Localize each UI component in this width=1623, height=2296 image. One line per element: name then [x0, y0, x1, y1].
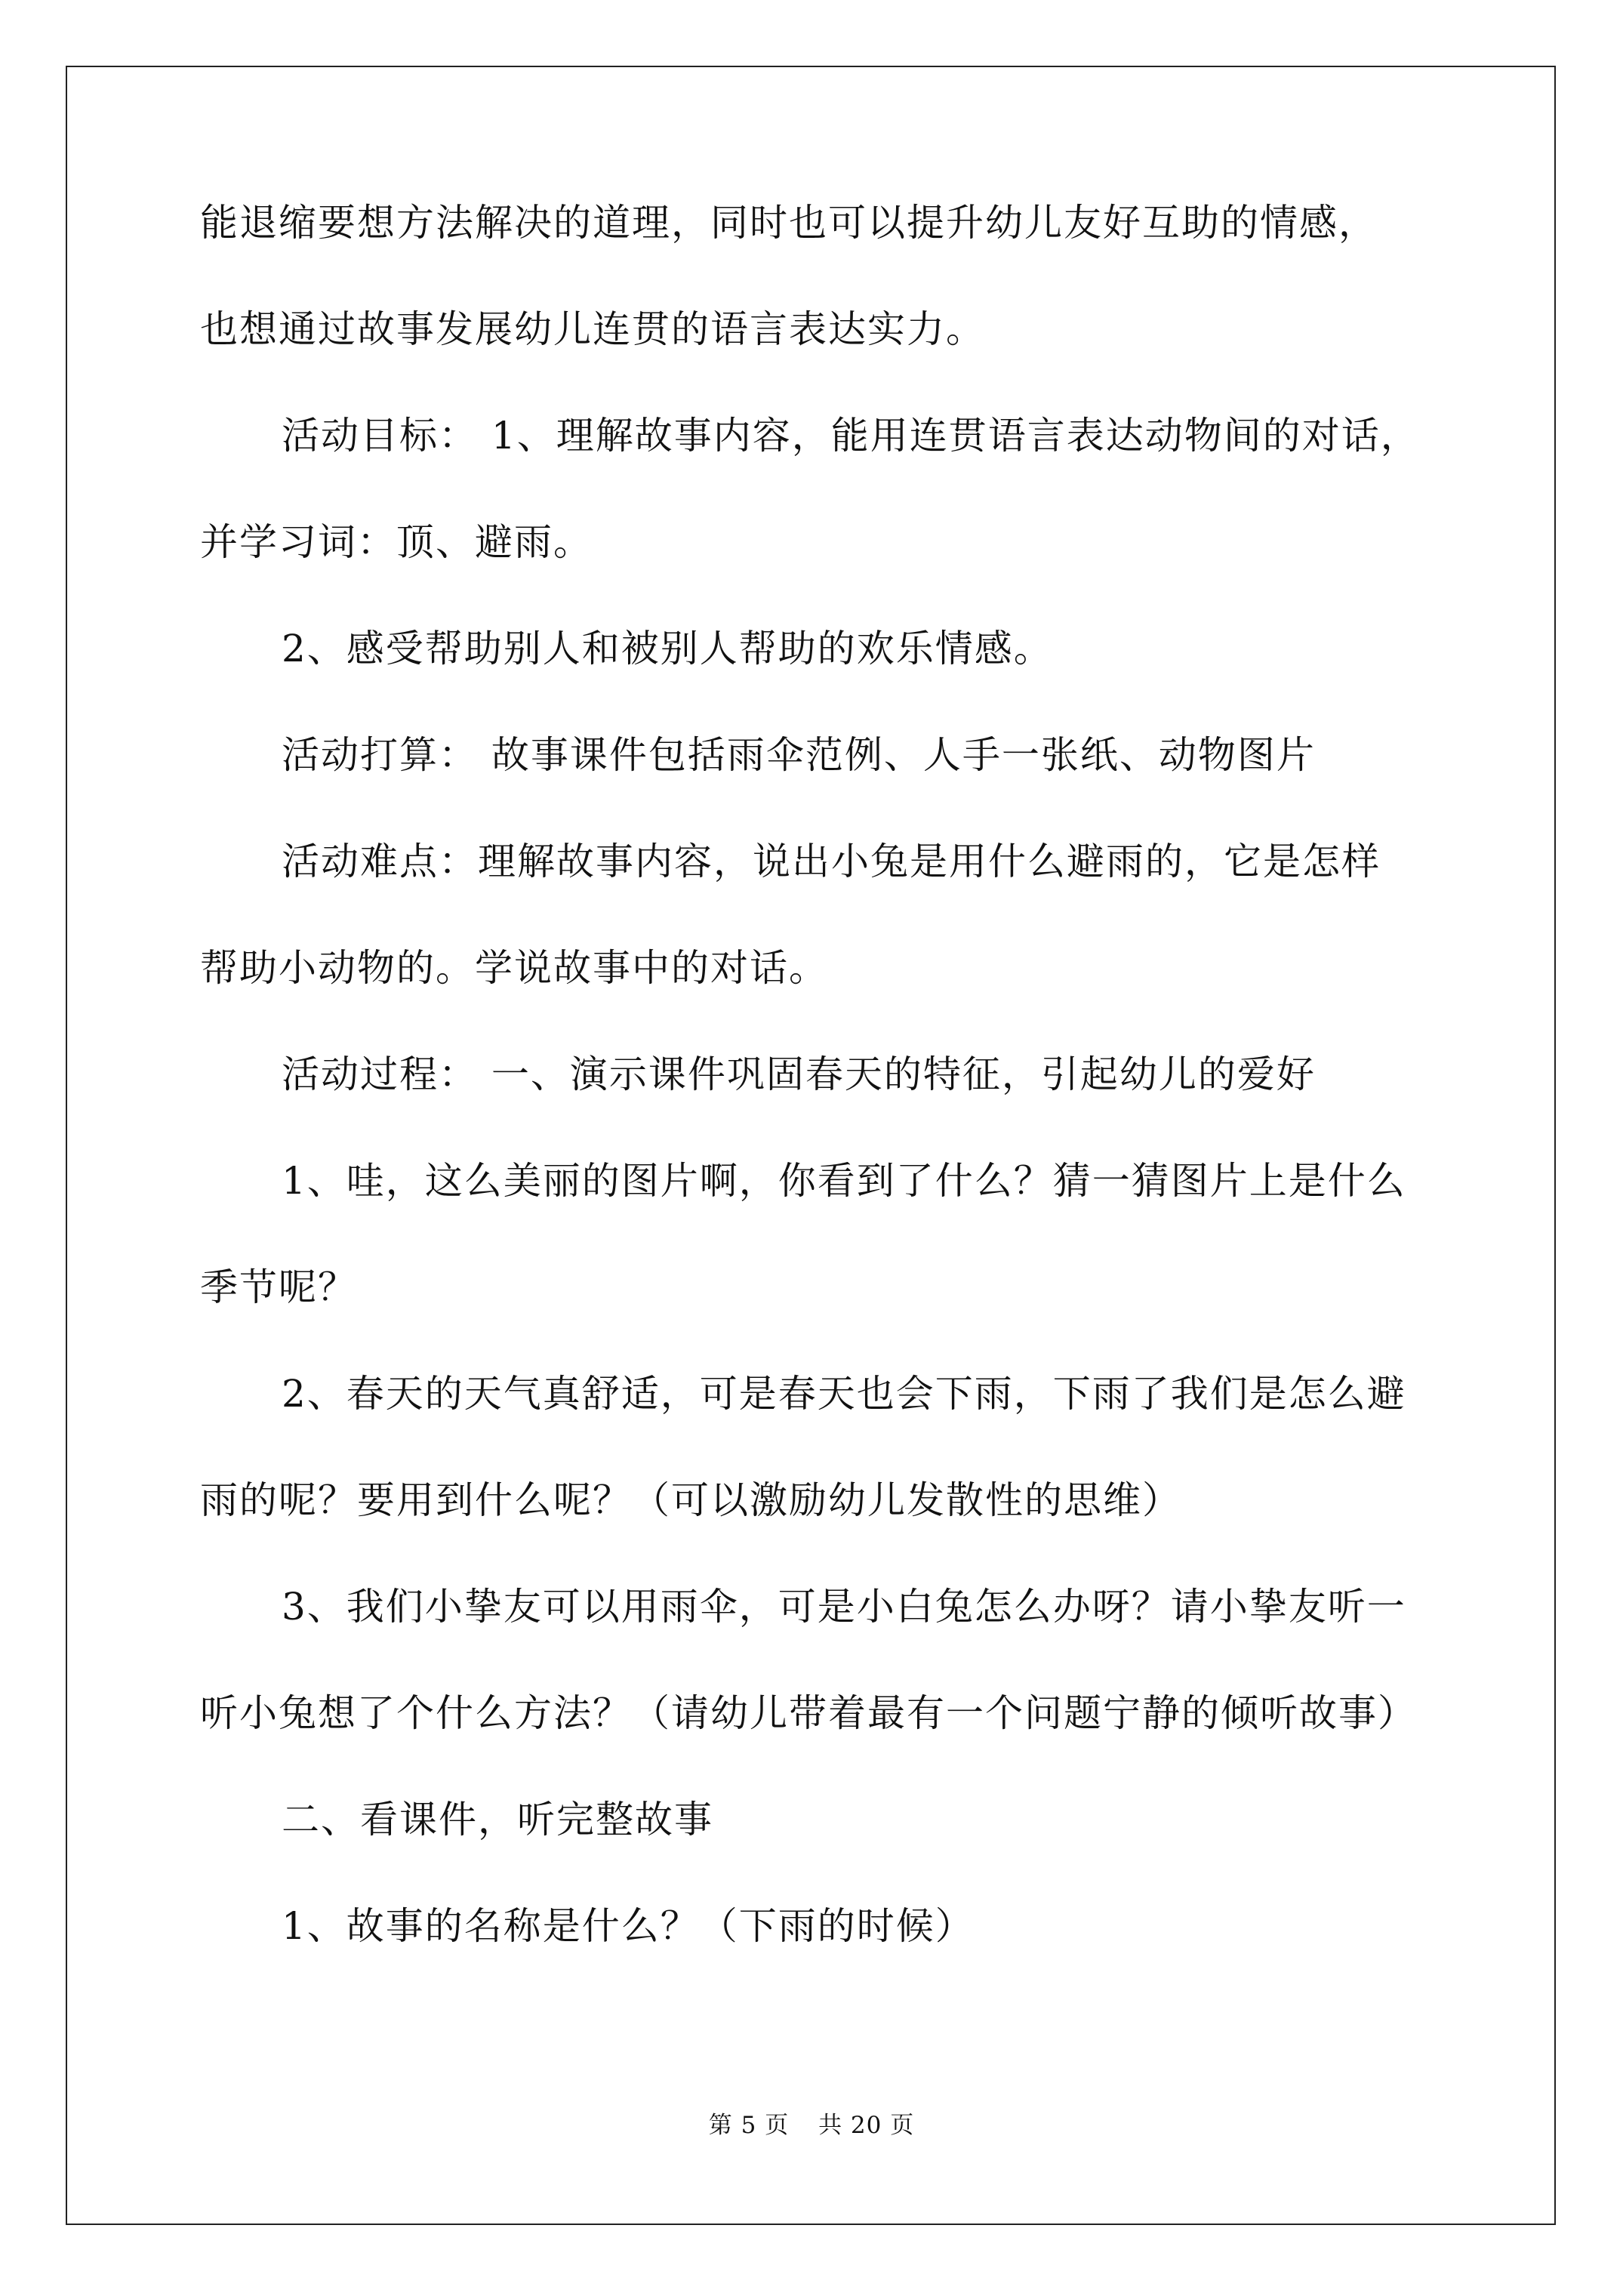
paragraph-line: 能退缩要想方法解决的道理，同时也可以提升幼儿友好互助的情感，	[200, 201, 1378, 245]
paragraph-line: 帮助小动物的。学说故事中的对话。	[200, 946, 828, 990]
paragraph-line: 1、哇，这么美丽的图片啊，你看到了什么？猜一猜图片上是什么	[282, 1159, 1406, 1203]
paragraph-line: 二、看课件，听完整故事	[282, 1798, 713, 1841]
paragraph-line: 1、故事的名称是什么？（下雨的时候）	[282, 1904, 975, 1948]
page-number: 第 5 页	[708, 2112, 790, 2139]
paragraph-line: 2、感受帮助别人和被别人帮助的欢乐情感。	[282, 627, 1053, 670]
paragraph-line: 听小兔想了个什么方法？（请幼儿带着最有一个问题宁静的倾听故事）	[200, 1691, 1417, 1735]
paragraph-line: 2、春天的天气真舒适，可是春天也会下雨，下雨了我们是怎么避	[282, 1372, 1406, 1416]
paragraph-line: 雨的呢？要用到什么呢？（可以激励幼儿发散性的思维）	[200, 1478, 1181, 1522]
paragraph-line: 3、我们小挚友可以用雨伞，可是小白兔怎么办呀？请小挚友听一	[282, 1585, 1406, 1629]
paragraph-line: 活动过程： 一、演示课件巩固春天的特征，引起幼儿的爱好	[282, 1052, 1316, 1096]
paragraph-line: 活动目标： 1、理解故事内容，能用连贯语言表达动物间的对话，	[282, 414, 1420, 458]
paragraph-line: 活动打算： 故事课件包括雨伞范例、人手一张纸、动物图片	[282, 733, 1316, 777]
paragraph-line: 并学习词：顶、避雨。	[200, 520, 593, 564]
page-total: 共 20 页	[818, 2112, 915, 2139]
paragraph-line: 活动难点：理解故事内容，说出小兔是用什么避雨的，它是怎样	[282, 840, 1381, 883]
page-footer	[0, 2110, 1623, 2140]
paragraph-line: 也想通过故事发展幼儿连贯的语言表达实力。	[200, 307, 985, 351]
paragraph-line: 季节呢？	[200, 1265, 357, 1309]
